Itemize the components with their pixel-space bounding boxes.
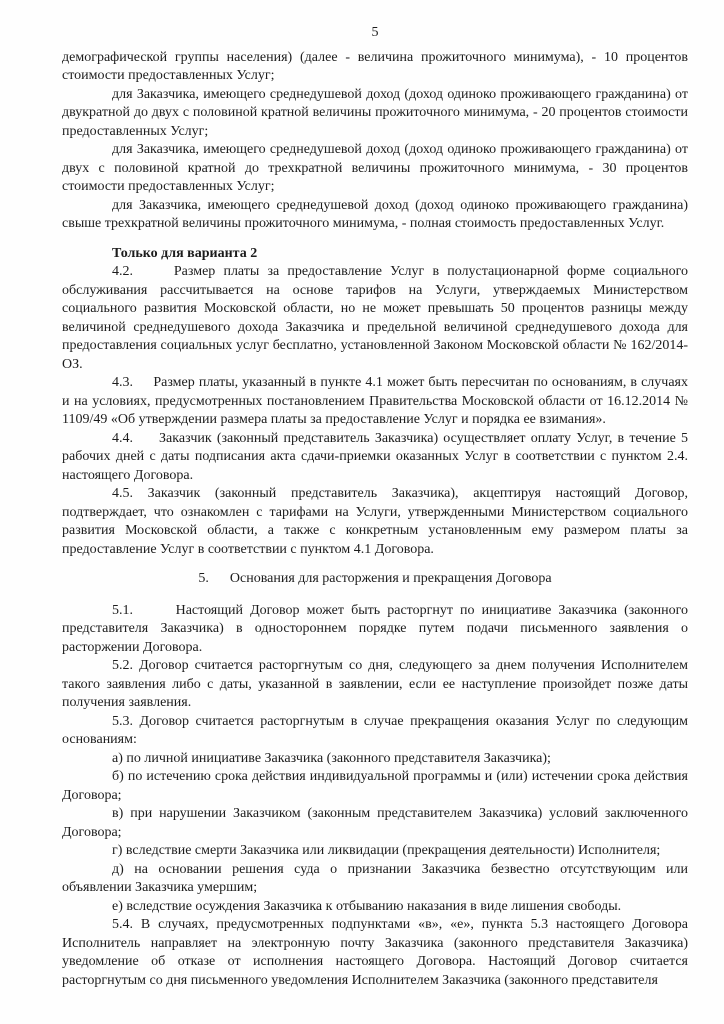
clause-4-4: 4.4. Заказчик (законный представитель Заказчика) осуществляет оплату Услуг, в течение 5 рабочих дней с даты подписания акта сдачи-приемки оказанных Услуг в соответствии с пунктом 2.4. настоящего Договора. xyxy=(62,430,688,483)
clause-5-3-e: е) вследствие осуждения Заказчика к отбыванию наказания в виде лишения свободы. xyxy=(112,898,622,914)
clause-5-1: 5.1. Настоящий Договор может быть расторгнут по инициативе Заказчика (законного представителя Заказчика) в одностороннем порядке путем подачи письменного заявления о расторжении Договора. xyxy=(62,602,688,655)
clause-4-2: 4.2. Размер платы за предоставление Услуг в полустационарной форме социального обслуживания рассчитывается на основе тарифов на Услуги, утверждаемых Министерством социального развития Московской области, но не может превышать 50 процентов разницы между величиной среднедушевого дохода Заказчика и предельной величиной среднедушевого дохода для предоставления социальных услуг бесплатно, установленной Законом Московской области № 162/2014-ОЗ. xyxy=(62,264,688,372)
clause-5-2: 5.2. Договор считается расторгнутым со дня, следующего за днем получения Исполнителем такого заявления либо с даты, указанной в заявлении, если ее наступление произойдет позже даты получения заявления. xyxy=(62,658,688,710)
clause-4-1-item-30-percent: для Заказчика, имеющего среднедушевой доход (доход одиноко проживающего гражданина) от двух с половиной кратной до трехкратной величины прожиточного минимума, - 30 процентов стоимости предоставленных Услуг; xyxy=(62,142,688,194)
page-number: 5 xyxy=(371,25,379,40)
document-content xyxy=(62,49,688,991)
clause-4-1-continuation: демографической группы населения) (далее - величина прожиточного минимума), - 10 процентов стоимости предоставленных Услуг; xyxy=(62,49,688,83)
clause-5-3-b: б) по истечению срока действия индивидуальной программы и (или) истечении срока действия Договора; xyxy=(62,769,688,803)
clause-4-3: 4.3. Размер платы, указанный в пункте 4.1 может быть пересчитан по основаниям, в случаях и на условиях, предусмотренных постановлением Правительства Московской области от 16.12.2014 № 1109/49 «Об утверждении размера платы за предоставление Услуг и порядка ее взимания». xyxy=(62,375,688,427)
clause-4-1-item-full-cost: для Заказчика, имеющего среднедушевой доход (доход одиноко проживающего гражданина) свыше трехкратной величины прожиточного минимума, - полная стоимость предоставленных Услуг. xyxy=(62,197,688,231)
clause-5-3-v: в) при нарушении Заказчиком (законным представителем Заказчика) условий заключенного Договора; xyxy=(62,806,688,840)
clause-5-3-g: г) вследствие смерти Заказчика или ликвидации (прекращения деятельности) Исполнителя; xyxy=(112,843,661,858)
clause-5-4: 5.4. В случаях, предусмотренных подпунктами «в», «е», пункта 5.3 настоящего Договора Исполнитель направляет на электронную почту Заказчика (законного представителя Заказчика) уведомление об отказе от исполнения настоящего Договора. Настоящий Договор считается расторгнутым со дня письменного уведомления Исполнителем Заказчика (законного представителя xyxy=(62,917,688,988)
clause-5-3-a: а) по личной инициативе Заказчика (законного представителя Заказчика); xyxy=(112,750,551,766)
section-5-heading: 5. Основания для расторжения и прекращения Договора xyxy=(198,571,552,586)
clause-5-3-d: д) на основании решения суда о признании Заказчика безвестно отсутствующим или объявлении Заказчика умершим; xyxy=(62,861,688,895)
clause-4-1-item-20-percent: для Заказчика, имеющего среднедушевой доход (доход одиноко проживающего гражданина) от двукратной до двух с половиной кратной величины прожиточного минимума, - 20 процентов стоимости предоставленных Услуг; xyxy=(62,86,688,139)
clause-5-3: 5.3. Договор считается расторгнутым в случае прекращения оказания Услуг по следующим основаниям: xyxy=(62,713,688,747)
variant-2-note: Только для варианта 2 xyxy=(112,245,258,261)
clause-4-5: 4.5. Заказчик (законный представитель Заказчика), акцептируя настоящий Договор, подтверждает, что ознакомлен с тарифами на Услуги, утвержденными Министерством социального развития Московской области, а также с конкретным установленным ему размером платы за предоставление Услуг в соответствии с пунктом 4.1 Договора. xyxy=(62,486,688,557)
